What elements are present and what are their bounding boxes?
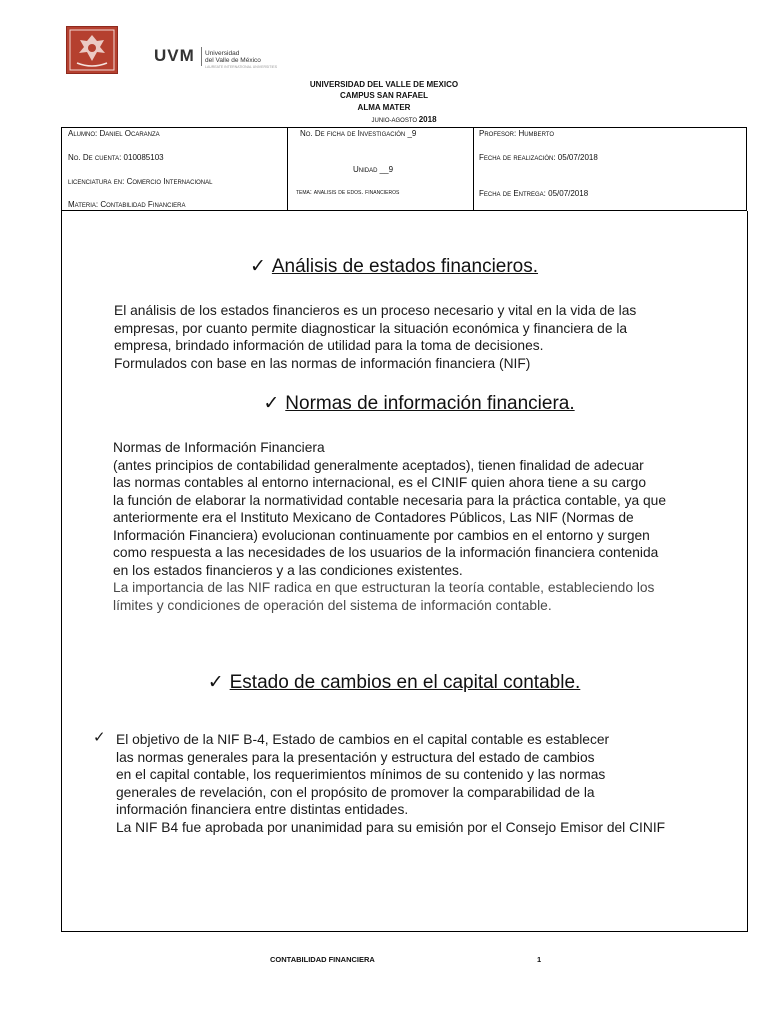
- table-divider: [287, 128, 288, 210]
- paragraph-normas: Normas de Información Financiera (antes principios de contabilidad generalmente aceptados), tienen finalidad de adecuar las normas contables al entorno internacional, es el CINIF quien ahora tiene a su cargo la función de elaborar la normatividad contable necesaria para la práctica contable, ya que anteriormente era el Instituto Mexicano de Contadores Públicos, Las NIF (Normas de Información Financiera) evolucionan continuamente por cambios en el entorno y surgen como respuesta a las necesidades de los usuarios de la información financiera contenida en los estados financieros y a las condiciones existentes. La importancia de las NIF radica en que estructuran la teoría contable, estableciendo los límites y condiciones de operación del sistema de información contable.: [113, 440, 666, 613]
- university-name: Universidad del Valle de México: [205, 50, 261, 64]
- section-heading-normas: ✓ Normas de información financiera.: [263, 393, 575, 414]
- bullet-checkmark-icon: ✓: [93, 729, 106, 746]
- university-crest-logo: [66, 26, 118, 74]
- research-sheet-number: No. De ficha de Investigación _9: [300, 129, 417, 138]
- delivery-date: Fecha de Entrega: 05/07/2018: [479, 189, 589, 198]
- header-university: UNIVERSIDAD DEL VALLE DE MEXICO: [309, 80, 459, 89]
- header-period: JUNIO-AGOSTO 2018: [371, 115, 437, 124]
- header-alma-mater: ALMA MATER: [357, 103, 411, 112]
- laureate-tagline: LAUREATE INTERNATIONAL UNIVERSITIES: [205, 65, 278, 69]
- subject: Materia: Contabilidad Financiera: [68, 200, 186, 209]
- topic: tema: analisis de edos. financieros: [296, 189, 400, 196]
- account-number: No. De cuenta: 010085103: [68, 153, 164, 162]
- checkmark-icon: ✓: [249, 256, 266, 277]
- completion-date: Fecha de realización: 05/07/2018: [479, 153, 598, 162]
- brand-divider: [201, 47, 202, 66]
- header-campus: CAMPUS SAN RAFAEL: [339, 91, 428, 100]
- section-heading-capital: ✓ Estado de cambios en el capital contable.: [207, 672, 581, 693]
- checkmark-icon: ✓: [263, 393, 280, 414]
- student-info-table: [61, 127, 747, 211]
- paragraph-analisis: El análisis de los estados financieros es un proceso necesario y vital en la vida de las empresas, por cuanto permite diagnosticar la situación económica y financiera de la empresa, brindado información de utilidad para la toma de decisiones. Formulados con base en las normas de información financiera (NIF): [114, 303, 637, 371]
- footer-subject: CONTABILIDAD FINANCIERA: [270, 955, 375, 964]
- section-heading-analisis: ✓ Análisis de estados financieros.: [249, 256, 539, 277]
- unit-number: Unidad __9: [353, 165, 394, 174]
- paragraph-capital: El objetivo de la NIF B-4, Estado de cambios en el capital contable es establecer las normas generales para la presentación y estructura del estado de cambios en el capital contable, los requerimientos mínimos de su contenido y las normas generales de revelación, con el propósito de promover la comparabilidad de la información financiera entre distintas entidades. La NIF B4 fue aprobada por unanimidad para su emisión por el Consejo Emisor del CINIF: [116, 732, 666, 835]
- student-name: Alumno: Daniel Ocaranza: [68, 129, 160, 138]
- checkmark-icon: ✓: [207, 672, 224, 693]
- degree: licenciatura en: Comercio Internacional: [68, 177, 213, 186]
- page-number: 1: [537, 955, 542, 964]
- table-divider: [473, 128, 474, 210]
- uvm-brand: UVM: [154, 46, 195, 65]
- professor: Profesor: Humberto: [479, 129, 555, 138]
